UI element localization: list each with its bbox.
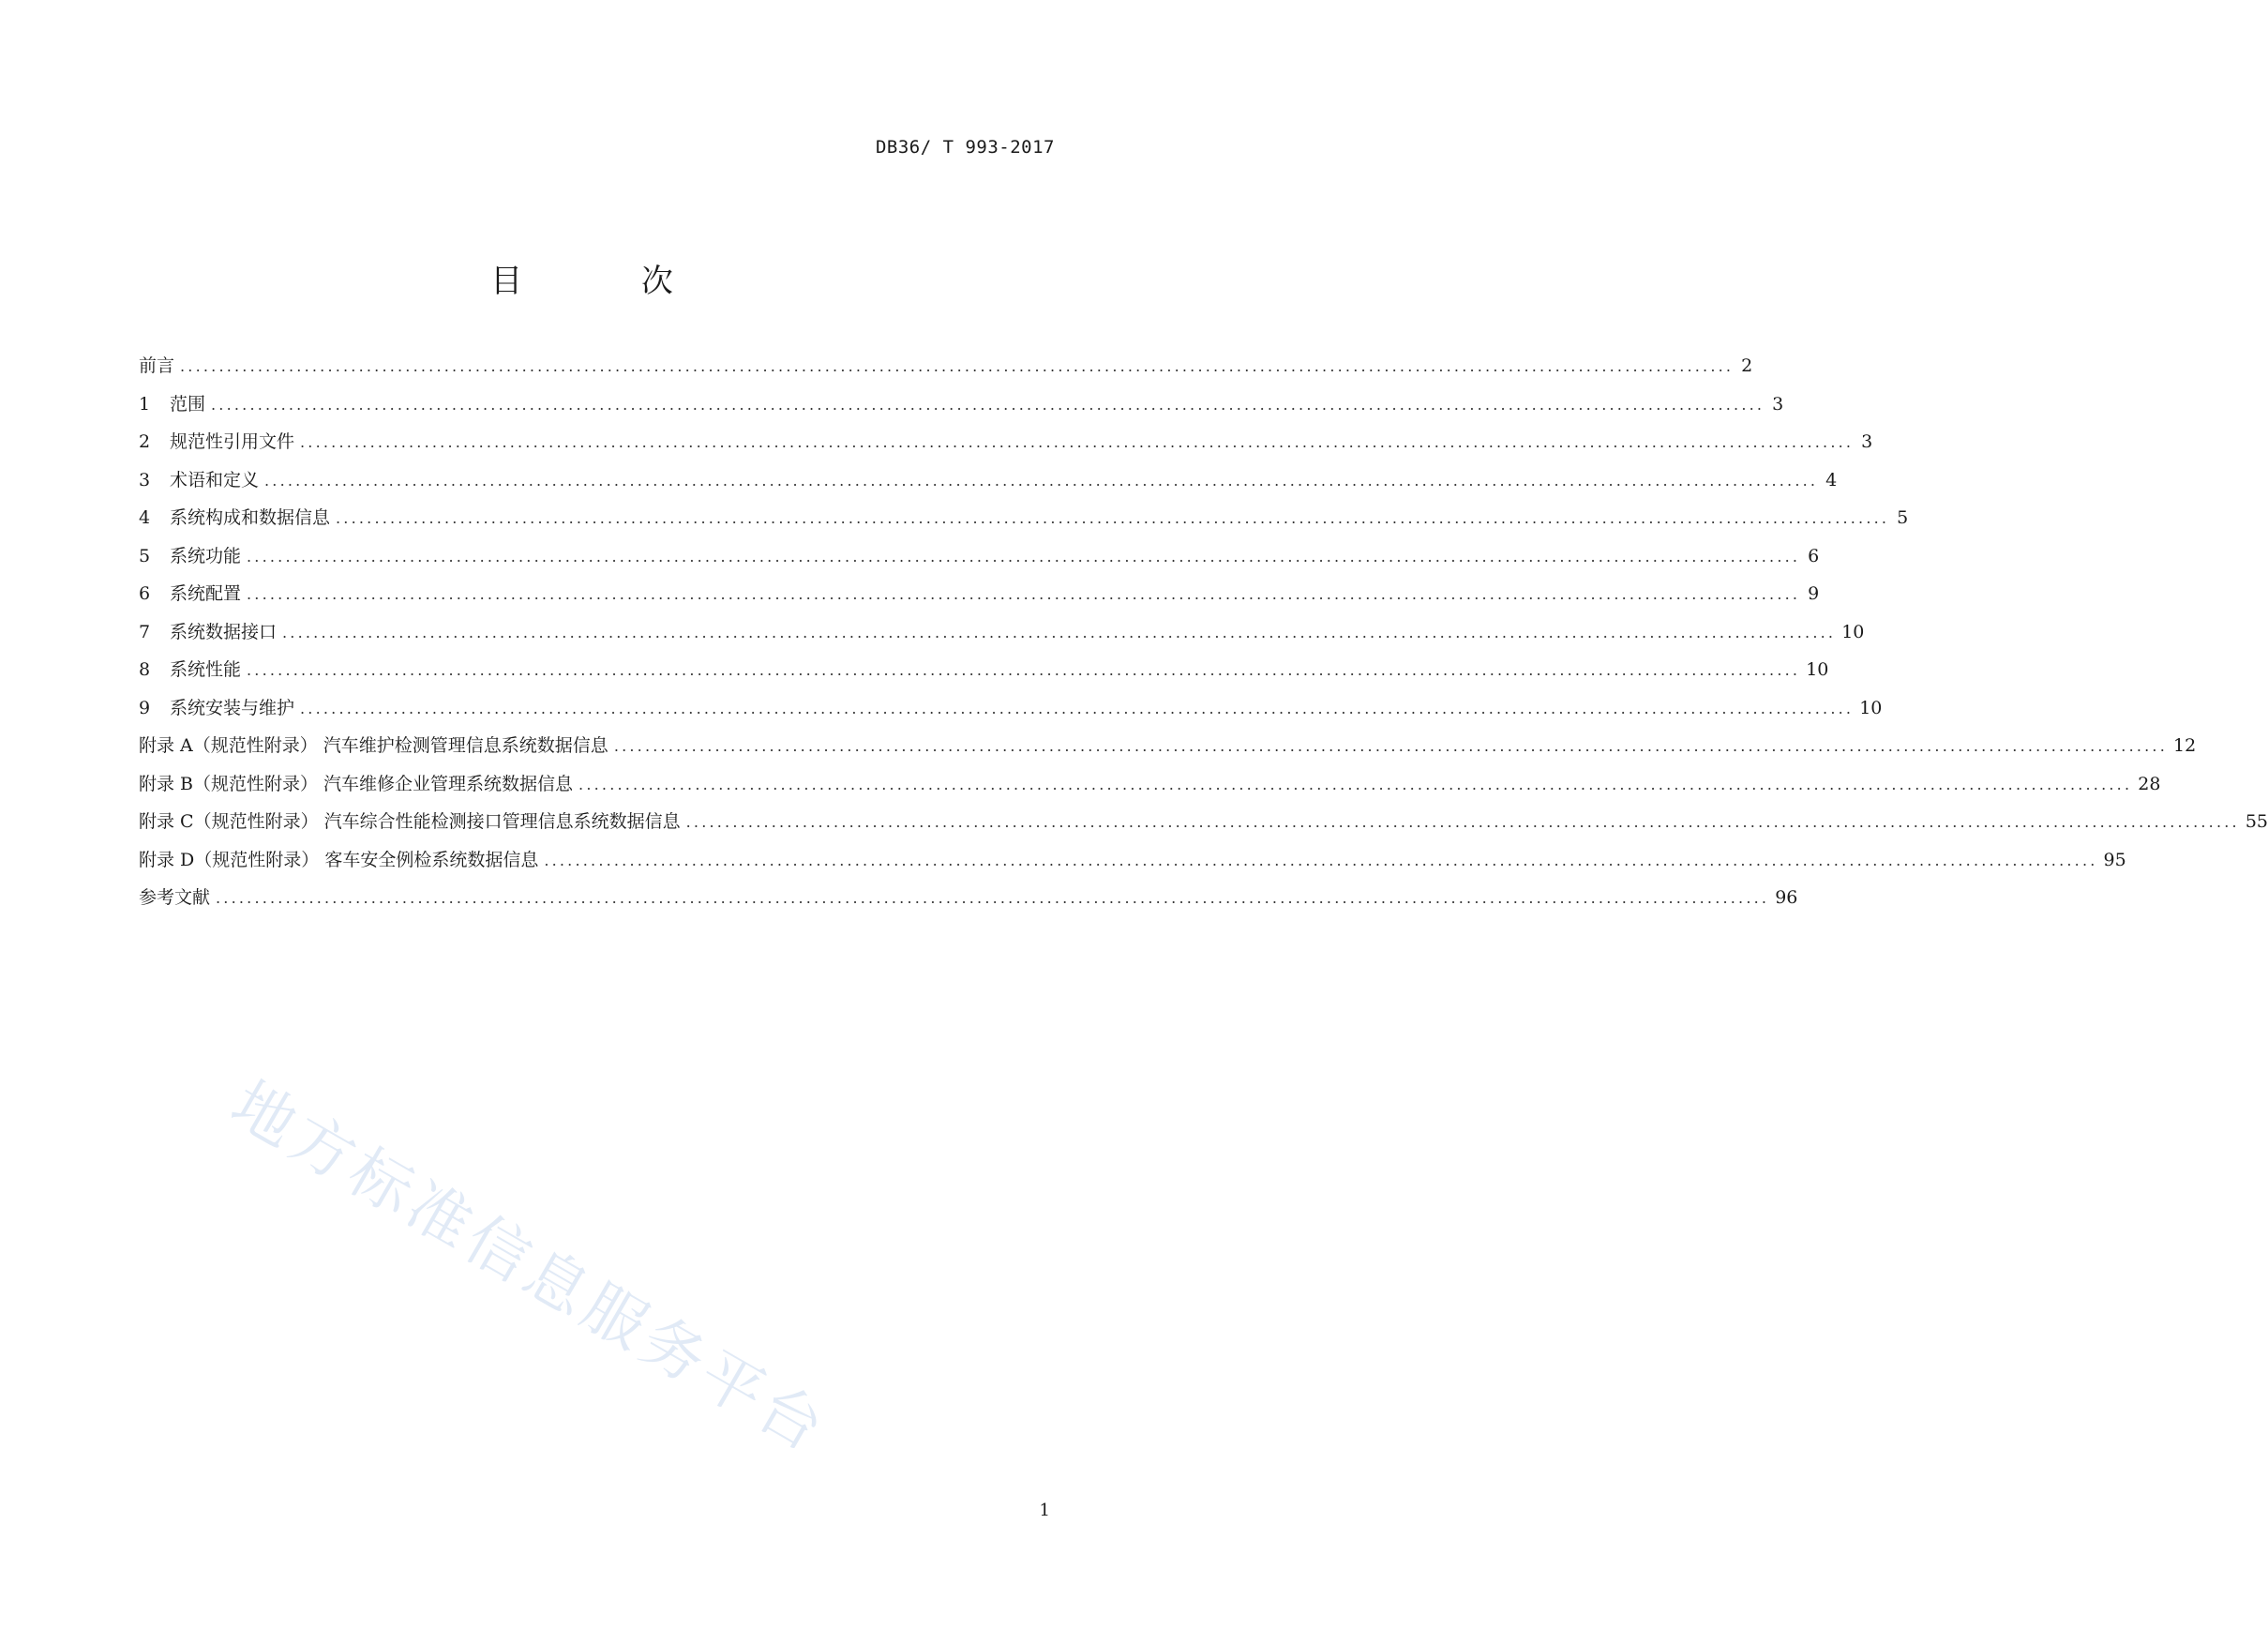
toc-leader-dots: ........................................................................................................................................................................................................: [247, 661, 1801, 679]
toc-entry[interactable]: [139, 613, 1865, 652]
toc-entry-number: 9: [139, 697, 151, 718]
toc-leader-dots: ........................................................................................................................................................................................................: [544, 851, 2098, 869]
toc-entry-title: 附录 B（规范性附录） 汽车维修企业管理系统数据信息: [139, 773, 574, 794]
toc-entry-page: 10: [1859, 697, 1883, 718]
toc-entry-page: 96: [1775, 887, 1798, 908]
toc-entry-page: 3: [1861, 431, 1873, 452]
toc-entry-page: 3: [1772, 393, 1784, 415]
toc-entry-page: 12: [2173, 735, 2197, 756]
toc-entry[interactable]: [139, 461, 1838, 500]
toc-leader-dots: ........................................................................................................................................................................................................: [578, 775, 2133, 793]
toc-leader-dots: ........................................................................................................................................................................................................: [300, 699, 1855, 717]
toc-entry-title: 系统功能: [170, 545, 242, 566]
toc-leader-dots: ........................................................................................................................................................................................................: [336, 509, 1890, 527]
toc-entry[interactable]: [139, 423, 1873, 461]
toc-entry-title: 范围: [170, 393, 206, 415]
toc-entry-title: 系统性能: [170, 659, 242, 680]
toc-leader-dots: ........................................................................................................................................................................................................: [247, 547, 1801, 566]
toc-leader-dots: ........................................................................................................................................................................................................: [247, 585, 1801, 603]
toc-entry[interactable]: [139, 537, 1820, 576]
toc-entry-number: 3: [139, 469, 151, 490]
toc-entry-page: 10: [1841, 621, 1865, 642]
toc-entry-title: 前言: [139, 355, 175, 376]
page-title: 目 次: [490, 263, 728, 300]
toc-entry-number: 8: [139, 659, 151, 680]
toc-entry-page: 28: [2138, 773, 2161, 794]
toc-leader-dots: ........................................................................................................................................................................................................: [216, 889, 1770, 907]
toc-entry-number: 4: [139, 507, 151, 528]
toc-entry[interactable]: [139, 689, 1883, 728]
table-of-contents: [139, 347, 2268, 917]
toc-entry[interactable]: [139, 879, 1798, 917]
page-number: 1: [1039, 1501, 1050, 1520]
toc-entry-title: 系统配置: [170, 583, 242, 604]
toc-entry-number: 7: [139, 621, 151, 642]
toc-entry-title: 系统数据接口: [170, 621, 278, 642]
toc-leader-dots: ........................................................................................................................................................................................................: [685, 813, 2240, 831]
toc-entry-number: 6: [139, 583, 151, 604]
toc-entry[interactable]: [139, 803, 2268, 841]
toc-entry-number: 1: [139, 393, 151, 415]
toc-leader-dots: ........................................................................................................................................................................................................: [282, 623, 1837, 641]
watermark: 地方标准信息服务平台: [219, 1066, 841, 1468]
toc-leader-dots: ........................................................................................................................................................................................................: [264, 471, 1819, 490]
toc-leader-dots: ........................................................................................................................................................................................................: [613, 737, 2168, 755]
toc-entry-title: 参考文献: [139, 887, 211, 908]
toc-entry[interactable]: [139, 575, 1820, 613]
toc-entry-page: 95: [2103, 849, 2126, 870]
toc-entry[interactable]: [139, 499, 1909, 537]
toc-entry-number: 5: [139, 545, 151, 566]
toc-entry-page: 5: [1897, 507, 1909, 528]
toc-entry-page: 9: [1808, 583, 1820, 604]
toc-entry[interactable]: [139, 727, 2197, 765]
toc-entry-page: 2: [1741, 355, 1753, 376]
toc-entry[interactable]: [139, 385, 1784, 424]
toc-entry-number: 2: [139, 431, 151, 452]
toc-leader-dots: ........................................................................................................................................................................................................: [180, 357, 1735, 375]
toc-entry-title: 规范性引用文件: [170, 431, 295, 452]
toc-entry-title: 附录 D（规范性附录） 客车安全例检系统数据信息: [139, 849, 539, 870]
toc-entry-page: 55: [2245, 811, 2268, 832]
toc-entry-page: 6: [1808, 545, 1820, 566]
toc-entry[interactable]: [139, 841, 2126, 880]
toc-entry-title: 系统安装与维护: [170, 697, 295, 718]
toc-leader-dots: ........................................................................................................................................................................................................: [300, 433, 1855, 451]
toc-entry-title: 附录 A（规范性附录） 汽车维护检测管理信息系统数据信息: [139, 735, 608, 756]
toc-entry-title: 附录 C（规范性附录） 汽车综合性能检测接口管理信息系统数据信息: [139, 811, 681, 832]
toc-leader-dots: ........................................................................................................................................................................................................: [211, 395, 1765, 414]
toc-entry[interactable]: [139, 651, 1829, 689]
toc-entry[interactable]: [139, 347, 1753, 385]
toc-entry-title: 术语和定义: [170, 469, 260, 490]
toc-entry-page: 10: [1806, 659, 1829, 680]
toc-entry-title: 系统构成和数据信息: [170, 507, 331, 528]
toc-entry[interactable]: [139, 765, 2161, 804]
standard-code: DB36/ T 993-2017: [875, 137, 1055, 158]
toc-entry-page: 4: [1825, 469, 1838, 490]
